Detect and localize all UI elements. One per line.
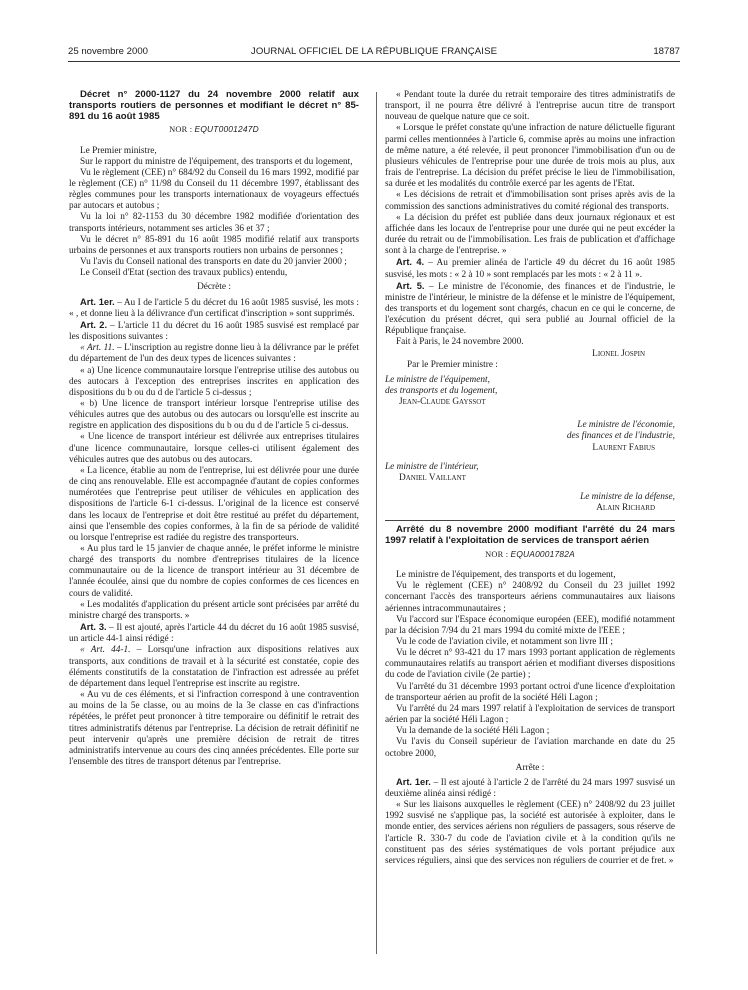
signature-intro: Par le Premier ministre : (407, 359, 498, 370)
signature-equip-title-2 (385, 386, 675, 397)
preamble-line: Vu la demande de la société Héli Lagon ; (396, 726, 550, 737)
nor-label: NOR : (169, 125, 193, 135)
decrete-heading: Décrète : (197, 282, 231, 293)
signatory-name: Daniel Vaillant (399, 472, 466, 483)
article-44-1 (69, 645, 359, 690)
signature-eco-title-2 (385, 431, 675, 442)
signature-eco-name (385, 443, 675, 454)
paragraph: « a) Une licence communautaire lorsque l'entreprise utilise des autobus ou des autocars à l'exception des entreprises inscrites en application des dispositions du b ou du d de l'article 5 ci-dessus ; (69, 365, 359, 398)
article-text: – Au I de l'article 5 du décret du 16 août 1985 susvisé, les mots : « , et donne lieu à la délivrance d'un certificat d'inscription » sont supprimés. (69, 297, 359, 319)
paragraph: « La licence, établie au nom de l'entreprise, lui est délivrée pour une durée de cinq ans renouvelable. Elle est accompagnée d'autant de copies conformes numérotées que l'entreprise peut utiliser de véhicules en application des dispositions de l'article 6-1 ci-dessus. L'original de la licence est conservé dans les locaux de l'entreprise et doit être restitué au préfet du département, ainsi que l'ensemble des copies conformes, à la fin de sa période de validité ou lorsque l'entreprise est radiée du registre des transporteurs. (69, 465, 359, 543)
article-label: « Art. 11. (80, 343, 115, 354)
column-separator (376, 92, 377, 954)
header-rule (68, 61, 680, 62)
preamble-line: Vu le règlement (CEE) n° 2408/92 du Conseil du 23 juillet 1992 concernant l'accès des transporteurs aériens communautaires aux liaisons aériennes intracommunautaires ; (385, 581, 675, 614)
preamble-line: Sur le rapport du ministre de l'équipement, des transports et du logement, (80, 156, 353, 167)
preamble-line: Vu l'accord sur l'Espace économique européen (EEE), modifié notamment par la décision 7/94 du 21 mars 1994 du comité mixte de l'EEE ; (385, 614, 675, 636)
signatory-name: Laurent Fabius (592, 442, 655, 453)
article-3 (69, 622, 359, 645)
arrete-nor (385, 549, 675, 560)
signatory-title: des transports et du logement, (385, 386, 498, 397)
article-text: – L'article 11 du décret du 16 août 1985 susvisé est remplacé par les dispositions suivantes : (69, 320, 360, 343)
nor-label: NOR : (485, 549, 509, 559)
paragraph: « La décision du préfet est publiée dans deux journaux régionaux et est affichée dans les locaux de l'entreprise pour une durée qui ne peut excéder la durée du retrait ou de l'immobilisation. Les frais de publication et d'affichage sont à la charge de l'entreprise. » (385, 212, 675, 257)
paragraph: « b) Une licence de transport intérieur lorsque l'entreprise utilise des véhicules autres que des autobus ou des autocars ou lorsqu'elle est inscrite au registre en application des dispositions du b ou du d de l'article 5 ci-dessus. (69, 398, 359, 432)
paragraph: « Pendant toute la durée du retrait temporaire des titres administratifs de transport, il ne pourra être délivré à l'entreprise aucun titre de transport nouveau de quelque nature que ce soit. (385, 90, 675, 123)
nor-code: EQUT0001247D (194, 124, 259, 135)
paragraph: « Une licence de transport intérieur est délivrée aux entreprises titulaires d'une licence communautaire, lorsque celles-ci utilisent également des véhicules autres que des autobus ou des autocars. (69, 432, 359, 465)
paragraph: « Au vu de ces éléments, et si l'infraction correspond à une contravention au moins de la 5e classe, ou au moins de la 3e classe en cas d'infractions répétées, le préfet peut prononcer à titre temporaire ou définitif le retrait des titres administratifs détenus par l'entreprise. La décision de retrait définitif ne peut intervenir qu'après une première décision de retrait de titres administratifs intervenue au cours des cinq années précédentes. Elle porte sur l'ensemble des titres de transport détenus par l'entreprise. (69, 690, 359, 767)
article-2 (69, 320, 359, 343)
paragraph: « Lorsque le préfet constate qu'une infraction de nature délictuelle figurant parmi celles mentionnées à l'article 6, commise après au moins une infraction de même nature, a été relevée, il peut prononcer l'immobilisation d'un ou de plusieurs véhicules de l'entreprise pour une durée de trois mois au plus, aux frais de l'entreprise. La décision du préfet précise le lieu de l'immobilisation, sa durée et les modalités du contrôle exercé par les agents de l'Etat. (385, 123, 675, 190)
article-11 (69, 343, 359, 365)
signature-def-name (385, 503, 675, 514)
signatory-title: Le ministre de l'intérieur, (385, 461, 479, 472)
signature-int-name (385, 473, 675, 484)
preamble-line: Vu le règlement (CEE) n° 684/92 du Conseil du 16 mars 1992, modifié par le règlement (CE) n° 11/98 du Conseil du 11 décembre 1997, établissant des règles communes pour les transports internationaux de voyageurs effectués par autocars et autobus ; (69, 167, 359, 212)
signature-pm (385, 349, 675, 360)
header-date: 25 novembre 2000 (68, 46, 149, 57)
preamble-line: Vu l'avis du Conseil national des transports en date du 20 janvier 2000 ; (80, 257, 347, 268)
preamble-line: Le Premier ministre, (80, 145, 157, 156)
article-1 (69, 297, 359, 320)
paragraph: « Les modalités d'application du présent article sont précisées par arrêté du ministre chargé des transports. » (69, 599, 359, 621)
preamble-line: Vu l'arrêté du 24 mars 1997 relatif à l'exploitation de services de transport aérien par la société Héli Lagon ; (385, 703, 675, 726)
signatory-title: Le ministre de l'économie, (577, 420, 675, 431)
journal-title: JOURNAL OFFICIEL DE LA RÉPUBLIQUE FRANÇAISE (250, 46, 498, 57)
page-number: 18787 (653, 46, 680, 57)
article-text: – Il est ajouté à l'article 2 de l'arrêté du 24 mars 1997 susvisé un deuxième alinéa ainsi rédigé : (385, 777, 675, 799)
signature-def-title (385, 492, 675, 503)
article-label: Art. 1er. (80, 296, 115, 307)
article-label: Art. 2. (80, 319, 108, 330)
preamble-line: Vu la loi n° 82-1153 du 30 décembre 1982 modifiée d'orientation des transports intérieurs, notamment ses articles 36 et 37 ; (69, 212, 359, 234)
paragraph: « Au plus tard le 15 janvier de chaque année, le préfet informe le ministre chargé des transports du nombre d'entreprises titulaires de la licence communautaire ou de la licence de transport intérieur au 31 décembre de l'année écoulée, ainsi que du nombre de copies conformes de ces licences en cours de validité. (69, 544, 359, 599)
article-label: Art. 1er. (396, 776, 431, 787)
signatory-name: Alain Richard (596, 503, 655, 514)
left-column (69, 90, 359, 768)
preamble-line: Le ministre de l'équipement, des transports et du logement, (396, 570, 616, 581)
article-text: – Le ministre de l'économie, des finances et de l'industrie, le ministre de l'intérieur, le ministre de la défense et le ministre de l'équipement, des transports et du logement sont chargés, chacun en ce qui le concerne, de l'exécution du présent décret, qui sera publié au Journal officiel de la République française. (385, 281, 675, 337)
signature-equip-name (385, 397, 675, 408)
arrete-heading: Arrête : (515, 762, 545, 773)
article-label: Art. 3. (80, 622, 107, 633)
article-text: – L'inscription au registre donne lieu à la délivrance par le préfet du département de l'un des deux types de licences suivantes : (69, 343, 360, 365)
signature-by (385, 360, 675, 371)
signatory-title: Le ministre de la défense, (580, 492, 675, 502)
nor-code: EQUA0001782A (510, 548, 575, 559)
right-column (385, 90, 675, 867)
decree-nor (69, 124, 359, 135)
article-label: Art. 5. (396, 280, 425, 291)
decree-title: Décret n° 2000-1127 du 24 novembre 2000 relatif aux transports routiers de personnes et modifiant le décret n° 85-891 du 16 août 1985 (69, 89, 359, 122)
article-text: – Lorsqu'une infraction aux dispositions relatives aux transports, aux conditions de travail et à la sécurité est constatée, copie des éléments constitutifs de la constatation de l'infraction est adressée au préfet de département dans lequel l'entreprise est inscrite au registre. (69, 645, 359, 689)
paragraph: « Les décisions de retrait et d'immobilisation sont prises après avis de la commission des sanctions administratives du comité régional des transports. (385, 190, 675, 212)
article-label: Art. 4. (396, 257, 425, 268)
signature-int-title (385, 462, 675, 473)
article-5 (385, 281, 675, 338)
signature-eco-title (385, 420, 675, 431)
signatory-name: Jean-Claude Gayssot (399, 397, 486, 408)
signature-equip-title (385, 375, 675, 386)
signatory-name: Lionel Jospin (592, 348, 645, 359)
preamble-line: Le Conseil d'Etat (section des travaux publics) entendu, (80, 268, 288, 279)
article-label: « Art. 44-1. (80, 645, 131, 656)
signatory-title: des finances et de l'industrie, (566, 431, 675, 442)
done-at: Fait à Paris, le 24 novembre 2000. (396, 337, 524, 348)
paragraph: « Sur les liaisons auxquelles le règlement (CEE) n° 2408/92 du 23 juillet 1992 susvisé ne s'applique pas, la société est autorisée à exploiter, dans le monde entier, des services aériens non réguliers de passagers, sous réserve de l'article R. 330-7 du code de l'aviation civile et à la condition qu'ils ne constituent pas des séries systématiques de vols portant préjudice aux services réguliers, ainsi que des services non réguliers de courrier et de fret. » (385, 800, 675, 866)
arrete-title: Arrêté du 8 novembre 2000 modifiant l'arrêté du 24 mars 1997 relatif à l'exploitation de services de transport aérien (385, 524, 675, 547)
arrete-article-1 (385, 777, 675, 800)
preamble-line: Vu l'avis du Conseil supérieur de l'aviation marchande en date du 25 octobre 2000, (385, 737, 675, 759)
preamble-line: Vu le code de l'aviation civile, et notamment son livre III ; (396, 636, 613, 647)
article-text: – Au premier alinéa de l'article 49 du décret du 16 août 1985 susvisé, les mots : « 2 à 10 » sont remplacés par les mots : « 2 à 11 ». (385, 258, 675, 280)
signatory-title: Le ministre de l'équipement, (385, 374, 490, 385)
page-header (68, 46, 680, 60)
preamble-line: Vu le décret n° 93-421 du 17 mars 1993 portant application de règlements communautaires relatifs au transport aérien et modifiant diverses dispositions du code de l'aviation civile (2e partie) ; (385, 648, 675, 681)
preamble-line: Vu le décret n° 85-891 du 16 août 1985 modifié relatif aux transports urbains de personnes et aux transports routiers non urbains de personnes ; (69, 234, 359, 256)
article-4 (385, 257, 675, 280)
section-separator (385, 520, 675, 521)
preamble-line: Vu l'arrêté du 31 décembre 1993 portant octroi d'une licence d'exploitation de transporteur aérien au profit de la société Héli Lagon ; (385, 681, 675, 703)
article-text: – Il est ajouté, après l'article 44 du décret du 16 août 1985 susvisé, un article 44-1 ainsi rédigé : (69, 623, 359, 645)
